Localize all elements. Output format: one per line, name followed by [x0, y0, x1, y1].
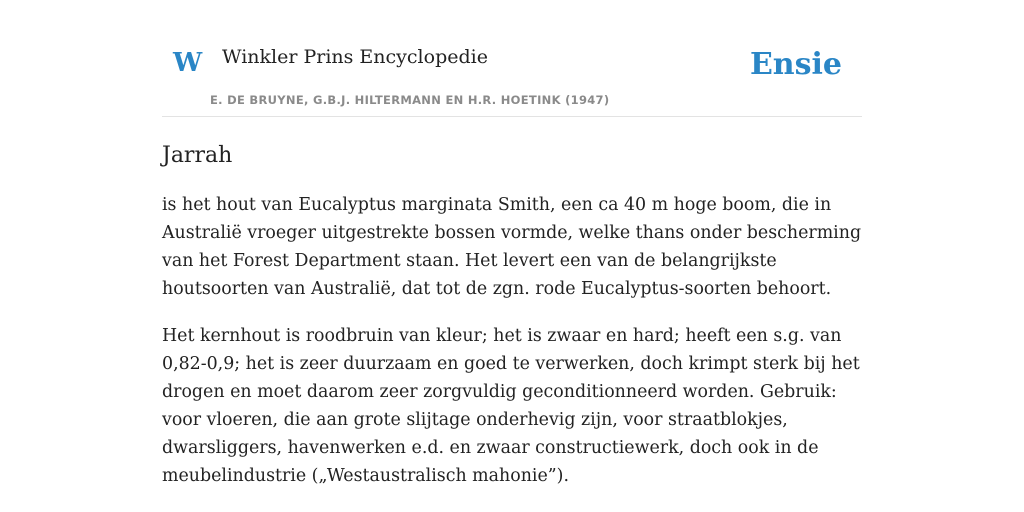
entry-paragraph: is het hout van Eucalyptus marginata Smith, een ca 40 m hoge boom, die in Australië vroeger uitgestrekte bossen vormde, welke thans onder bescherming van het Forest Department staan. Het levert een van de belangrijkste houtsoorten van Australië, dat tot de zgn. rode Eucalyptus-soorten behoort.	[162, 195, 862, 300]
encyclopedia-entry-page	[162, 0, 862, 490]
entry-headword: Jarrah	[162, 143, 233, 168]
source-header	[162, 0, 862, 117]
source-logo[interactable]: W	[173, 48, 203, 78]
entry-paragraph: Het kernhout is roodbruin van kleur; het is zwaar en hard; heeft een s.g. van 0,82-0,9; het is zeer duurzaam en goed te verwerken, doch krimpt sterk bij het drogen en moet daarom zeer zorgvuldig geconditionneerd worden. Gebruik: voor vloeren, die aan grote slijtage onderhevig zijn, voor straatblokjes, dwarsliggers, havenwerken e.d. en zwaar constructiewerk, doch ook in de meubelindustrie („Westaustralisch mahonie”).	[162, 326, 860, 487]
ensie-logo[interactable]: Ensie	[749, 47, 842, 82]
source-authors: E. DE BRUYNE, G.B.J. HILTERMANN EN H.R. HOETINK (1947)	[210, 93, 610, 107]
source-title-link[interactable]: Winkler Prins Encyclopedie	[222, 46, 488, 68]
